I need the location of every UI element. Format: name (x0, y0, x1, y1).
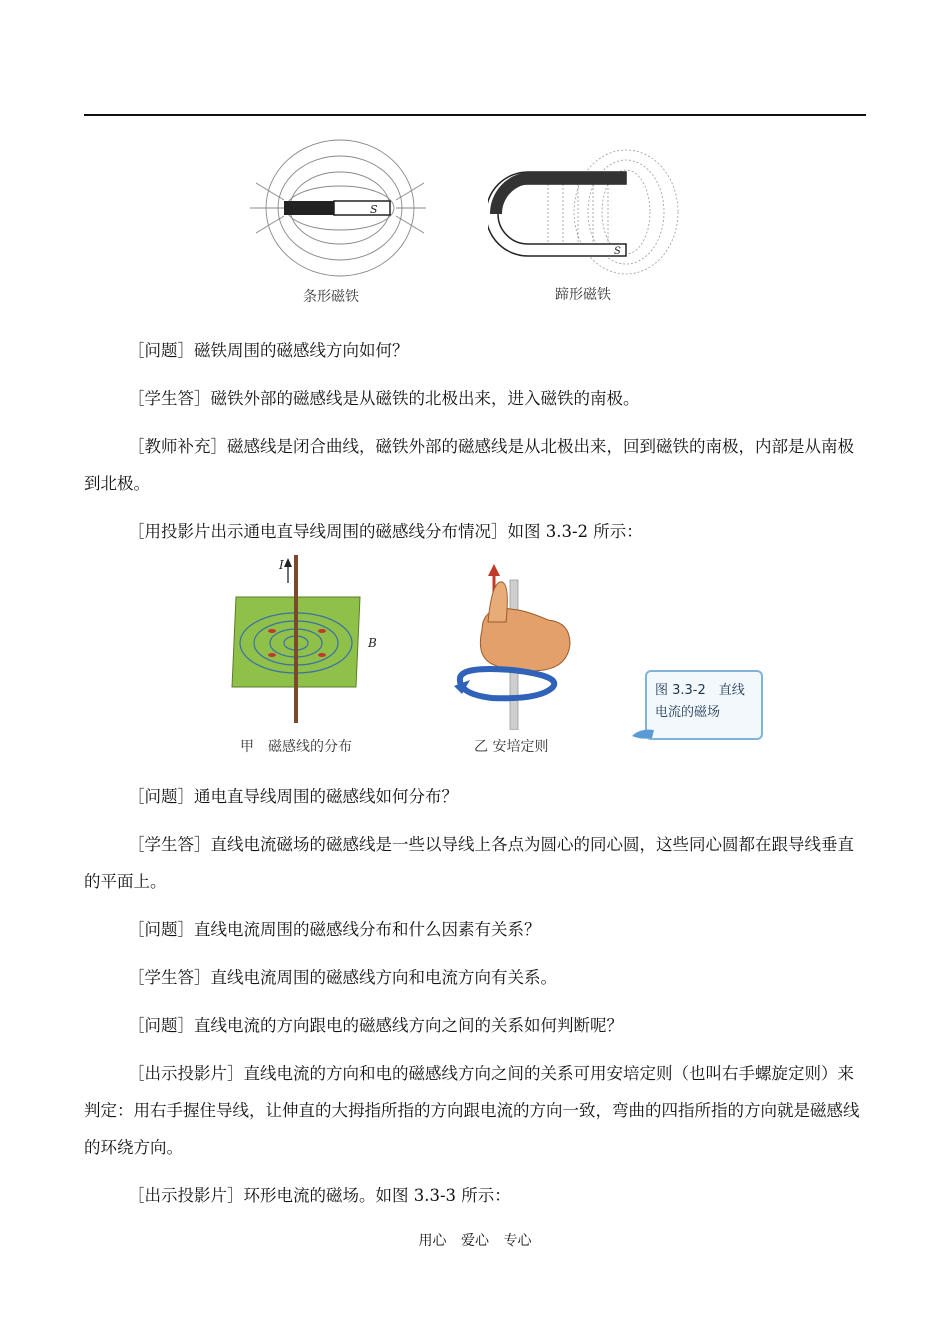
callout-pointer-icon (630, 724, 660, 744)
header-rule (84, 114, 866, 116)
paragraph-5: ［问题］通电直导线周围的磁感线如何分布？ (128, 787, 458, 806)
field-label: B (368, 636, 377, 650)
paragraph-1: ［问题］磁铁周围的磁感线方向如何？ (128, 341, 409, 360)
bar-magnet-s-label: S (370, 203, 378, 216)
horseshoe-s-label: S (614, 246, 621, 257)
current-label: I (279, 558, 284, 572)
bar-magnet-caption: 条形磁铁 (303, 289, 359, 305)
figure-callout (645, 670, 763, 740)
paragraph-6: ［学生答］直线电流磁场的磁感线是一些以导线上各点为圆心的同心圆，这些同心圆都在跟导线垂直的平面上。 (84, 835, 854, 891)
paragraph-2: ［学生答］磁铁外部的磁感线是从磁铁的北极出来，进入磁铁的南极。 (128, 389, 640, 408)
page-footer: 用心 爱心 专心 (418, 1233, 532, 1249)
horseshoe-magnet-caption: 蹄形磁铁 (555, 287, 611, 303)
callout-line-2: 电流的磁场 (655, 705, 721, 720)
paragraph-8: ［学生答］直线电流周围的磁感线方向和电流方向有关系。 (128, 968, 557, 987)
bar-magnet-figure (250, 128, 430, 308)
paragraph-9: ［问题］直线电流的方向跟电的磁感线方向之间的关系如何判断呢？ (128, 1016, 623, 1035)
horseshoe-magnet-figure (488, 142, 688, 282)
straight-wire-caption: 甲 磁感线的分布 (240, 739, 352, 755)
paragraph-3: ［教师补充］磁感线是闭合曲线，磁铁外部的磁感线是从北极出来，回到磁铁的南极，内部是从南极到北极。 (84, 437, 854, 493)
paragraph-7: ［问题］直线电流周围的磁感线分布和什么因素有关系？ (128, 920, 541, 939)
paragraph-4: ［用投影片出示通电直导线周围的磁感线分布情况］如图 3.3-2 所示： (128, 522, 643, 541)
ampere-rule-figure (452, 560, 582, 730)
callout-line-1: 图 3.3-2 直线 (655, 683, 745, 698)
paragraph-10: ［出示投影片］直线电流的方向和电的磁感线方向之间的关系可用安培定则（也叫右手螺旋定则）来判定：用右手握住导线，让伸直的大拇指所指的方向跟电流的方向一致，弯曲的四指所指的方向就是磁感线的环绕方向。 (84, 1064, 860, 1157)
straight-wire-field-figure (228, 555, 388, 730)
ampere-rule-caption: 乙 安培定则 (474, 739, 549, 755)
paragraph-11: ［出示投影片］环形电流的磁场。如图 3.3-3 所示： (128, 1186, 511, 1205)
